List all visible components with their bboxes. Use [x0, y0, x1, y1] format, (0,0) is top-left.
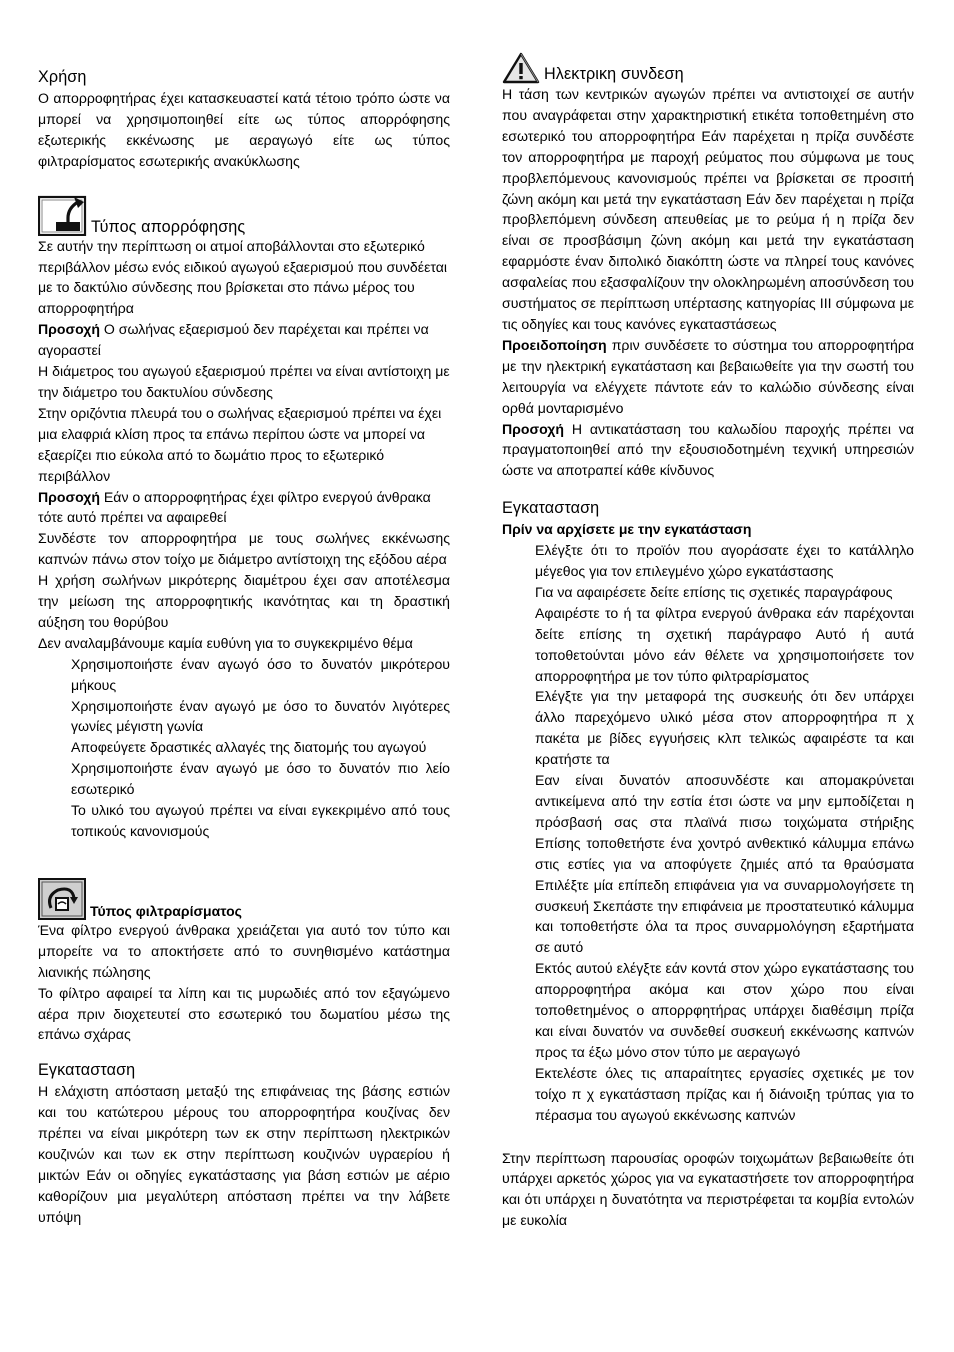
left-column — [38, 62, 450, 1228]
section-title-install-left: Εγκατασταση — [38, 1061, 136, 1080]
ducted-p5 — [38, 487, 450, 529]
electric-heading — [502, 52, 914, 84]
ducted-p2 — [38, 319, 450, 361]
section-title-install-right: Εγκατασταση — [502, 499, 600, 518]
section-title-electric: Ηλεκτρικη συνδεση — [544, 65, 684, 83]
ducted-p5-text: Εάν ο απορροφητήρας έχει φίλτρο ενεργού άνθρακα τότε αυτό πρέπει να αφαιρεθεί — [38, 488, 431, 526]
list-item: Χρησιμοποιήστε έναν αγωγό με όσο το δυνατόν λιγότερες γωνίες μέγιστη γωνία — [71, 697, 450, 735]
section-title-filter: Τύπος φιλτραρίσματος — [90, 902, 242, 919]
duct-exhaust-icon — [38, 194, 88, 236]
right-column — [502, 52, 914, 1231]
electric-p3-text: Η αντικατάσταση του καλωδίου παροχής πρέπει να πραγματοποιηθεί από την εξουσιοδοτημένη τεχνική υπηρεσιών ώστε να αποτραπεί κάθε κίνδυνος — [502, 420, 914, 479]
ceiling-note: Στην περίπτωση παρουσίας οροφών τοιχωμάτων βεβαιωθείτε ότι υπάρχει αρκετός χώρος για να εγκαταστήσετε τον απορροφητήρα και ότι υπάρχει η δυνατότητα να περιστρέφεται τα κομβία εντολών με ευκολία — [502, 1149, 914, 1229]
warning-triangle-icon — [502, 52, 540, 84]
install-subtitle: Πρίν να αρχίσετε με την εγκατάσταση — [502, 521, 752, 538]
electric-p3 — [502, 419, 914, 482]
electric-p2 — [502, 335, 914, 419]
list-item: Ελέγξτε για την μεταφορά της συσκευής ότι δεν υπάρχει άλλο παρεχόμενο υλικό μέσα στον απορροφητήρα π χ πακέτα με βίδες εγγυήσεις κλπ τελικώς αφαιρέστε τα και κρατήστε τα — [535, 688, 914, 768]
warning-label: Προσοχή — [38, 488, 100, 505]
electric-p1: Η τάση των κεντρικών αγωγών πρέπει να αντιστοιχεί σε αυτήν που αναγράφεται στην χαρακτηριστική ετικέτα τοποθετημένη στο εσωτερικό του απορροφητήρα Εάν παρέχεται η πρίζα συνδέστε τον απορροφητήρα με παροχή ρεύματος που σύμφωνα με τους προβλεπόμενους κανονισμούς πρέπει να βρίσκεται σε προσιτή ζώνη ακόμη και μετά την εγκατάσταση Εάν δεν παρέχεται η πρίζα προβλεπόμενη σύνδεση απευθείας με το ρεύμα ή η πρίζα δεν είναι σε προσβάσιμη ζώνη ακόμη και μετά την εγκατάσταση εφαρμόστε έναν διπολικό διακόπτη ώστε να πληρεί τους κανόνες ασφαλείας που εξασφαλίζουν την ολοκληρωμένη αποσύνδεση του συστήματος σε περίπτωση υπέρτασης κατηγορίας III σύμφωνα με τις οδηγίες και τους κανόνες εγκαταστάσεως — [502, 86, 914, 332]
install-left-p1: Η ελάχιστη απόσταση μεταξύ της επιφάνειας της βάσης εστιών και του κατώτερου μέρους του απορροφητήρα κουζίνας δεν πρέπει να είναι μικρότερη των εκ στην περίπτωση ηλεκτρικών κουζινών και των εκ στην περίπτωση κουζινών υγραερίου ή μικτών Εάν οι οδηγίες εγκατάστασης για βάση εστιών με αέριο καθορίζουν μια μεγαλύτερη απόσταση πρέπει να την λάβετε υπόψη — [38, 1083, 450, 1225]
ducted-heading — [38, 194, 450, 236]
ducted-list — [38, 654, 450, 842]
warning-label: Προσοχή — [38, 321, 100, 338]
ducted-p4: Στην οριζόντια πλευρά του ο σωλήνας εξαερισμού πρέπει να έχει μια ελαφριά κλίση προς τα επάνω περίπου ώστε να μπορεί να εξαερίζει πιο εύκολα από το δωμάτιο προς το εξωτερικό περιβάλλον — [38, 404, 442, 484]
electric-p2-text: πριν συνδέσετε το σύστημα του απορροφητήρα με την ηλεκτρική εγκατάσταση και βεβαιωθείτε για την σωστή του λειτουργία να ελέγχετε πάντοτε εάν το καλώδιο σύνδεσης είναι ορθά μονταρισμένο — [502, 336, 914, 416]
notice-label: Προειδοποίηση — [502, 336, 607, 353]
ducted-p6: Συνδέστε τον απορροφητήρα με τους σωλήνες εκκένωσης καπνών πάνω στον τοίχο με διάμετρο αντίστοιχη της εξόδου αέρα — [38, 530, 450, 568]
install-list — [502, 540, 914, 1125]
ducted-p8: Δεν αναλαμβάνουμε καμία ευθύνη για το συγκεκριμένο θέμα — [38, 634, 413, 651]
list-item: Αφαιρέστε το ή τα φίλτρα ενεργού άνθρακα εάν παρέχονται δείτε επίσης τη σχετική παράγραφο Αυτό ή αυτά τοποθετούνται μόνο εάν θέλετε να χρησιμοποιήσετε τον απορροφητήρα με τον τύπο φιλτραρίσματος — [535, 604, 914, 684]
section-title-ducted: Τύπος απορρόφησης — [91, 217, 246, 236]
usage-text: Ο απορροφητήρας έχει κατασκευαστεί κατά τέτοιο τρόπο ώστε να μπορεί να χρησιμοποιηθεί είτε ως τύπος απορρόφησης εξωτερικής εκκένωσης με αεραγωγό είτε ως τύπος φιλτραρίσματος εσωτερικής ανακύκλωσης — [38, 90, 450, 169]
recirculation-filter-icon — [38, 878, 86, 920]
list-item: Ελέγξτε ότι το προϊόν που αγοράσατε έχει το κατάλληλο μέγεθος για τον επιλεγμένο χώρο εγκατάστασης — [535, 542, 914, 580]
list-item: Αποφεύγετε δραστικές αλλαγές της διατομής του αγωγού — [71, 739, 427, 756]
list-item: Εκτός αυτού ελέγξτε εάν κοντά στον χώρο εγκατάστασης του απορροφητήρα ακόμα και στον χώρο που είναι τοποθετημένος ο απορρφητήρας υπάρχει διαθέσιμη πρίζα και είναι δυνατόν να συνδεθεί συσκευή εκκένωσης καπνών προς τα έξω μόνο στον τύπο με αεραγωγό — [535, 960, 914, 1060]
filter-p2: Το φίλτρο αφαιρεί τα λίπη και τις μυρωδιές από τον εξαγώμενο αέρα πριν διοχετευτεί στο εσωτερικό του δωματίου μέσω της επάνω σχάρας — [38, 984, 450, 1043]
list-item: Χρησιμοποιήστε έναν αγωγό όσο το δυνατόν μικρότερου μήκους — [71, 655, 450, 693]
list-item: Εαν είναι δυνατόν αποσυνδέστε και απομακρύνεται αντικείμενα από την εστία έτσι ώστε να μην εμποδίζεται η πρόσβασή σας στα πλαϊνά πισω τοιχώματα στήριξης Επίσης τοποθετήστε ένα χοντρό ανθεκτικό κάλυμμα επάνω στις εστίες για να αποφύγετε ζημιές από τα θραύσματα Επιλέξτε μία επίπεδη επιφάνεια για να συναρμολογήσετε τη συσκευή Σκεπάστε την επιφάνεια με προστατευτικό κάλυμμα και τοποθετήστε όλα τα προς συναρμολόγηση εξαρτήματα σε αυτό — [535, 772, 914, 956]
filter-heading — [38, 878, 450, 920]
ducted-p3: Η διάμετρος του αγωγού εξαερισμού πρέπει να είναι αντίστοιχη με την διάμετρο του δακτυλίου σύνδεσης — [38, 363, 450, 400]
warning-label: Προσοχή — [502, 420, 564, 437]
list-item: Χρησιμοποιήστε έναν αγωγό με όσο το δυνατόν πιο λείο εσωτερικό — [71, 760, 450, 798]
list-item: Εκτελέστε όλες τις απαραίτητες εργασίες σχετικές με τον τοίχο π χ εγκατάσταση πρίζας και ή διάνοιξη τρύπας για το πέρασμα του αγωγού εκκένωσης καπνών — [535, 1064, 914, 1123]
ducted-p7: Η χρήση σωλήνων μικρότερης διαμέτρου έχει σαν αποτέλεσμα την μείωση της απορροφητικής ικανότητας και τη δραστική αύξηση του θορύβου — [38, 572, 450, 630]
ducted-p1: Σε αυτήν την περίπτωση οι ατμοί αποβάλλονται στο εξωτερικό περιβάλλον μέσω ενός ειδικού αγωγού εξαερισμού που συνδέεται με το δακτύλιο σύνδεσης που βρίσκεται στο πάνω μέρος του απορροφητήρα — [38, 237, 447, 317]
ducted-p2-text: Ο σωλήνας εξαερισμού δεν παρέχεται και πρέπει να αγοραστεί — [38, 321, 429, 359]
list-item: Το υλικό του αγωγού πρέπει να είναι εγκεκριμένο από τους τοπικούς κανονισμούς — [71, 802, 450, 839]
filter-p1: Ένα φίλτρο ενεργού άνθρακα χρειάζεται για αυτό τον τύπο και μπορείτε να το αποκτήσετε από το συνηθισμένο κατάστημα λιανικής πώλησης — [38, 921, 450, 980]
section-title-usage: Χρήση — [38, 68, 87, 86]
list-item: Για να αφαιρέσετε δείτε επίσης τις σχετικές παραγράφους — [535, 583, 893, 600]
